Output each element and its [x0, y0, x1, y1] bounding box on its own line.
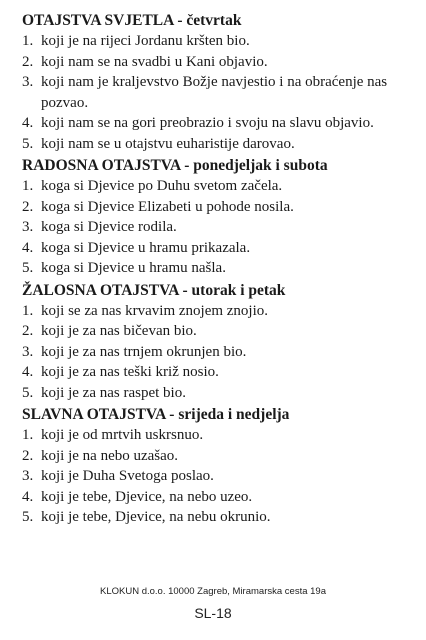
item-text: koji nam se na svadbi u Kani objavio.: [41, 53, 268, 70]
product-code: SL-18: [194, 605, 232, 621]
item-text: koji je od mrtvih uskrsnuo.: [41, 427, 204, 443]
publisher-info: KLOKUN d.o.o. 10000 Zagreb, Miramarska cesta 19a: [99, 586, 326, 597]
mystery-list: [22, 301, 422, 404]
list-item: [22, 72, 422, 113]
section-slavna-otajstva: [22, 404, 422, 528]
list-item: [22, 238, 422, 259]
list-item: [22, 342, 422, 363]
section-otajstva-svjetla: [22, 10, 422, 154]
item-number: 1.: [22, 178, 34, 194]
section-heading: OTAJSTVA SVJETLA - četvrtak: [22, 12, 242, 29]
item-text: koji je tebe, Djevice, na nebo uzeo.: [41, 488, 253, 505]
list-item: [22, 362, 422, 383]
list-item: [22, 217, 422, 238]
item-text: koji nam se u otajstvu euharistije darovao.: [41, 135, 295, 152]
item-text: koji nam se na gori preobrazio i svoju na slavu objavio.: [41, 115, 374, 131]
item-text: koji je na nebo uzašao.: [41, 447, 179, 464]
item-number: 1.: [22, 302, 34, 319]
mystery-list: [22, 31, 422, 154]
item-number: 3.: [22, 343, 34, 360]
list-item: [22, 176, 422, 197]
item-number: 4.: [22, 115, 34, 131]
mystery-list: [22, 176, 422, 279]
item-number: 4.: [22, 239, 34, 256]
item-number: 5.: [22, 384, 34, 401]
item-number: 2.: [22, 323, 34, 339]
section-heading: RADOSNA OTAJSTVA - ponedjeljak i subota: [22, 157, 328, 174]
item-text: koji je za nas trnjem okrunjen bio.: [41, 343, 247, 360]
item-number: 2.: [22, 53, 34, 70]
item-text: koga si Djevice u hramu našla.: [41, 260, 226, 276]
section-radosna-otajstva: [22, 155, 422, 279]
item-number: 4.: [22, 488, 34, 505]
list-item: [22, 258, 422, 279]
item-number: 3.: [22, 74, 34, 90]
item-number: 1.: [22, 427, 34, 443]
item-text: koji je Duha Svetoga poslao.: [41, 468, 214, 484]
item-text: koji je za nas raspet bio.: [41, 384, 186, 401]
item-number: 3.: [22, 468, 34, 484]
item-number: 5.: [22, 260, 34, 276]
list-item: [22, 301, 422, 322]
list-item: [22, 197, 422, 218]
list-item: [22, 446, 422, 467]
section-zalosna-otajstva: [22, 280, 422, 404]
list-item: [22, 113, 422, 134]
item-text: koji je za nas bičevan bio.: [41, 323, 197, 339]
section-heading: ŽALOSNA OTAJSTVA - utorak i petak: [22, 281, 286, 299]
item-text: koga si Djevice Elizabeti u pohode nosila.: [41, 198, 294, 215]
mystery-list: [22, 425, 422, 528]
item-text: koga si Djevice u hramu prikazala.: [41, 239, 251, 256]
list-item: [22, 52, 422, 73]
item-number: 4.: [22, 364, 34, 380]
item-number: 1.: [22, 33, 34, 49]
prayer-card: [22, 10, 422, 528]
item-text: koji nam je kraljevstvo Božje navjestio i na obraćenje nas pozvao.: [41, 74, 388, 111]
item-number: 3.: [22, 219, 34, 235]
item-number: 5.: [22, 509, 34, 525]
list-item: [22, 487, 422, 508]
item-text: koji je za nas teški križ nosio.: [41, 364, 219, 380]
item-text: koga si Djevice rodila.: [41, 219, 177, 235]
item-number: 5.: [22, 135, 34, 152]
list-item: [22, 31, 422, 52]
list-item: [22, 507, 422, 528]
item-number: 2.: [22, 447, 34, 464]
list-item: [22, 134, 422, 155]
item-text: koji je na rijeci Jordanu kršten bio.: [41, 33, 250, 49]
item-number: 2.: [22, 198, 34, 215]
list-item: [22, 425, 422, 446]
list-item: [22, 321, 422, 342]
item-text: koji je tebe, Djevice, na nebu okrunio.: [41, 509, 271, 525]
item-text: koga si Djevice po Duhu svetom začela.: [41, 178, 283, 194]
item-text: koji se za nas krvavim znojem znojio.: [41, 302, 269, 319]
list-item: [22, 383, 422, 404]
list-item: [22, 466, 422, 487]
section-heading: SLAVNA OTAJSTVA - srijeda i nedjelja: [22, 406, 290, 423]
